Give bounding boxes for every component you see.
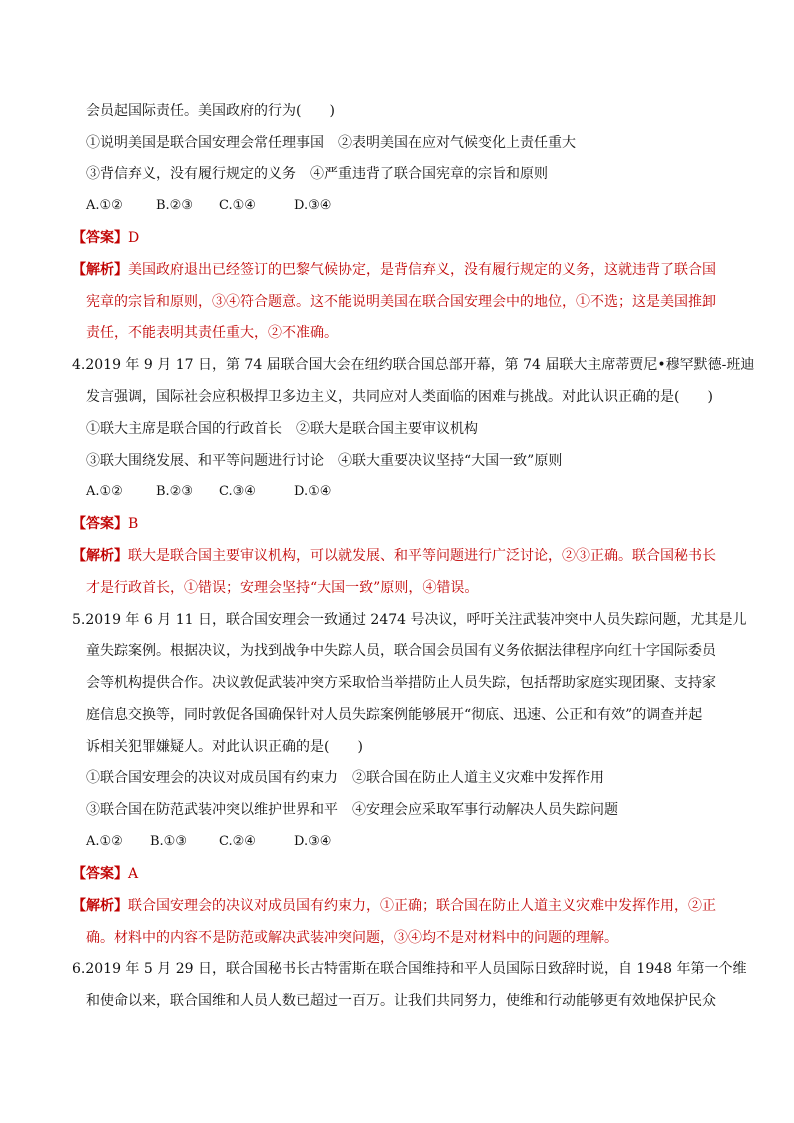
q5-option-a: A.①② [86, 834, 123, 849]
q5-statement-1: ①联合国安理会的决议对成员国有约束力 ②联合国在防止人道主义灾难中发挥作用 [86, 770, 604, 786]
q3-analysis-line-1: 【解析】美国政府退出已经签订的巴黎气候协定，是背信弃义，没有履行规定的义务，这就违背了联合国 [72, 262, 716, 278]
q3-statement-2: ③背信弃义，没有履行规定的义务 ④严重违背了联合国宪章的宗旨和原则 [86, 166, 548, 182]
q3-option-a: A.①② [86, 198, 123, 213]
q3-answer [72, 228, 139, 248]
answer-tag: 【答案】 [72, 866, 128, 882]
q3-option-d: D.③④ [294, 198, 332, 213]
q4-statement-2: ③联大围绕发展、和平等问题进行讨论 ④联大重要决议坚持“大国一致”原则 [86, 453, 563, 469]
answer-value: B [128, 516, 139, 532]
q5-analysis-line-1: 【解析】联合国安理会的决议对成员国有约束力，①正确；联合国在防止人道主义灾难中发挥作用，②正 [72, 898, 716, 914]
q4-option-a: A.①② [86, 484, 123, 499]
q5-option-c: C.②④ [219, 834, 256, 849]
q4-answer [72, 514, 138, 534]
q5-stem-line-1: 5.2019 年 6 月 11 日，联合国安理会一致通过 2474 号决议，呼吁关注武装冲突中人员失踪问题，尤其是儿 [72, 612, 747, 628]
q4-analysis-line-1: 【解析】联大是联合国主要审议机构，可以就发展、和平等问题进行广泛讨论，②③正确。联合国秘书长 [72, 548, 716, 564]
answer-value: A [128, 866, 139, 882]
q3-stem-tail: 会员起国际责任。美国政府的行为( ) [86, 103, 335, 119]
q6-stem-line-1: 6.2019 年 5 月 29 日，联合国秘书长古特雷斯在联合国维持和平人员国际日致辞时说，自 1948 年第一个维 [72, 961, 747, 977]
q3-option-b: B.②③ [156, 198, 193, 213]
analysis-tag: 【解析】 [72, 898, 128, 914]
q5-option-d: D.③④ [294, 834, 332, 849]
q5-answer [72, 864, 138, 884]
answer-tag: 【答案】 [72, 516, 128, 532]
q4-option-d: D.①④ [294, 484, 332, 499]
q4-statement-1: ①联大主席是联合国的行政首长 ②联大是联合国主要审议机构 [86, 421, 478, 437]
q3-analysis-line-3: 责任，不能表明其责任重大，②不准确。 [86, 325, 338, 341]
analysis-tag: 【解析】 [72, 262, 128, 278]
q3-analysis-line-2: 宪章的宗旨和原则，③④符合题意。这不能说明美国在联合国安理会中的地位，①不选；这是美国推卸 [86, 294, 716, 310]
q4-option-c: C.③④ [219, 484, 256, 499]
q5-stem-line-4: 庭信息交换等，同时敦促各国确保针对人员失踪案例能够展开“彻底、迅速、公正和有效”的调查并起 [86, 707, 703, 723]
answer-value: D [128, 230, 140, 246]
answer-tag: 【答案】 [72, 230, 128, 246]
q4-analysis-line-2: 才是行政首长，①错误；安理会坚持“大国一致”原则，④错误。 [86, 580, 479, 596]
q5-stem-line-3: 会等机构提供合作。决议敦促武装冲突方采取恰当举措防止人员失踪，包括帮助家庭实现团聚、支持家 [86, 675, 716, 691]
q4-option-b: B.②③ [156, 484, 193, 499]
q4-stem-line-2: 发言强调，国际社会应积极捍卫多边主义，共同应对人类面临的困难与挑战。对此认识正确的是( ) [86, 389, 713, 405]
analysis-tag: 【解析】 [72, 548, 128, 564]
q3-statement-1: ①说明美国是联合国安理会常任理事国 ②表明美国在应对气候变化上责任重大 [86, 135, 576, 151]
q6-stem-line-2: 和使命以来，联合国维和人员人数已超过一百万。让我们共同努力，使维和行动能够更有效地保护民众 [86, 993, 716, 1009]
q5-statement-2: ③联合国在防范武装冲突以维护世界和平 ④安理会应采取军事行动解决人员失踪问题 [86, 802, 618, 818]
q5-analysis-line-2: 确。材料中的内容不是防范或解决武装冲突问题，③④均不是对材料中的问题的理解。 [86, 930, 618, 946]
q5-stem-line-5: 诉相关犯罪嫌疑人。对此认识正确的是( ) [86, 739, 363, 755]
q5-option-b: B.①③ [150, 834, 187, 849]
q3-option-c: C.①④ [219, 198, 256, 213]
q4-stem-line-1: 4.2019 年 9 月 17 日，第 74 届联合国大会在纽约联合国总部开幕，第 74 届联大主席蒂贾尼•穆罕默德-班迪 [72, 357, 755, 373]
q5-stem-line-2: 童失踪案例。根据决议，为找到战争中失踪人员，联合国会员国有义务依据法律程序向红十字国际委员 [86, 643, 716, 659]
